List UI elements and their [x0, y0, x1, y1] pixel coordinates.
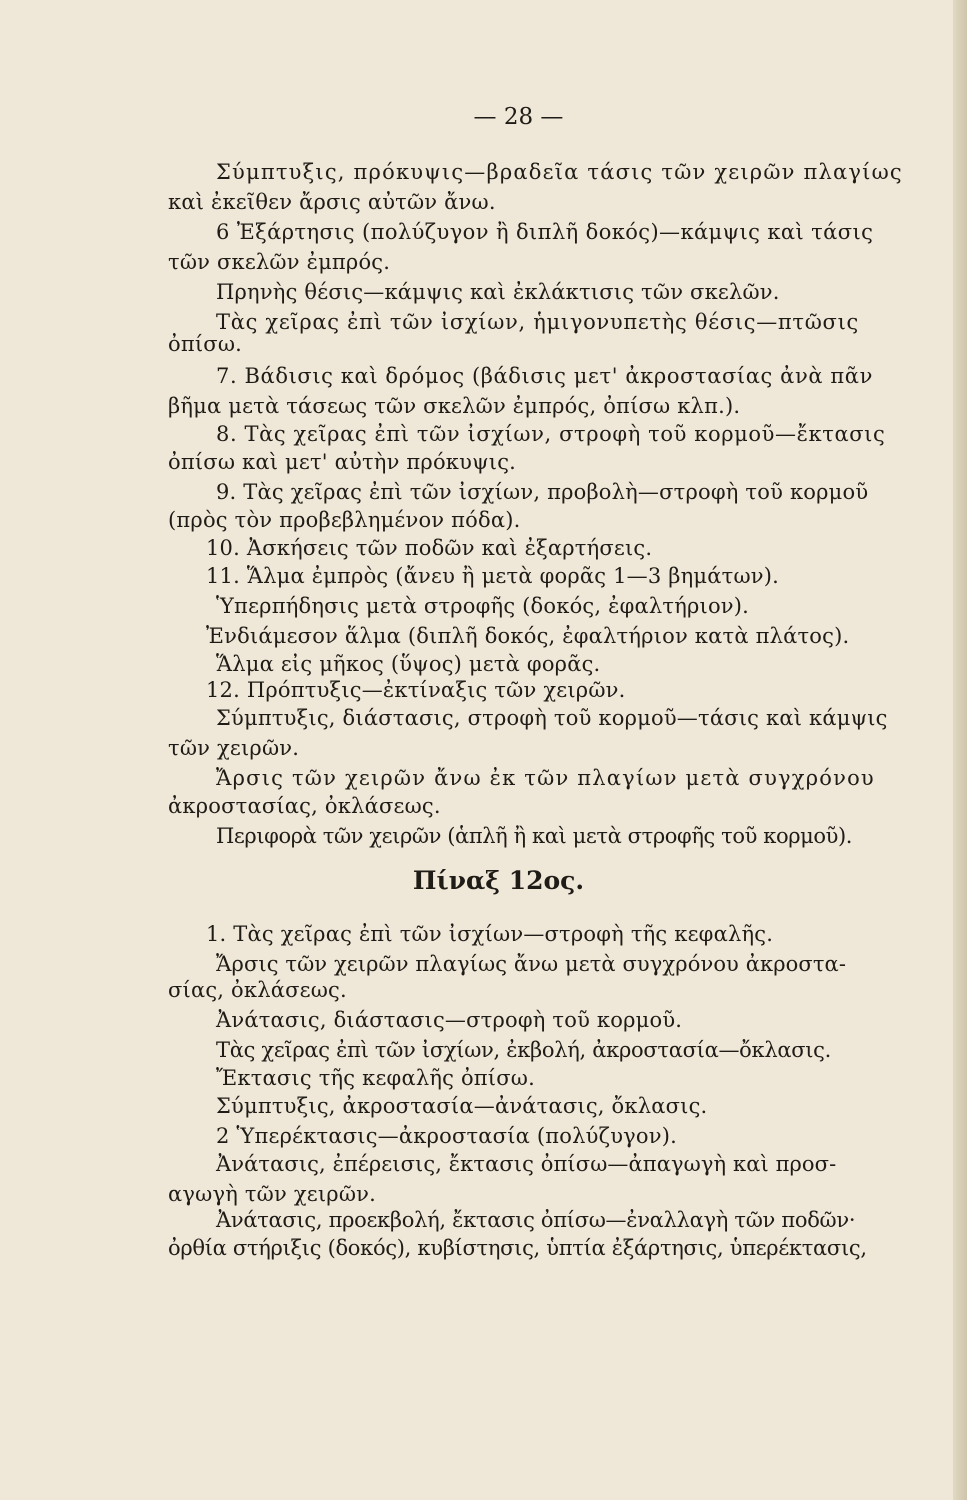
text-line: σίας, ὀκλάσεως. [168, 978, 347, 1002]
text-line: 1. Τὰς χεῖρας ἐπὶ τῶν ἰσχίων—στροφὴ τῆς κεφαλῆς. [206, 922, 774, 946]
text-line: Ἀνάτασις, ἐπέρεισις, ἔκτασις ὀπίσω—ἀπαγωγὴ καὶ προσ- [216, 1152, 837, 1176]
text-line: Ἄρσις τῶν χειρῶν ἄνω ἐκ τῶν πλαγίων μετὰ συγχρόνου [216, 766, 875, 790]
text-line: ὀπίσω. [168, 332, 243, 356]
text-line: τῶν σκελῶν ἐμπρός. [168, 250, 391, 274]
text-line: Σύμπτυξις, πρόκυψις—βραδεῖα τάσις τῶν χειρῶν πλαγίως [216, 160, 903, 184]
text-line: 2 Ὑπερέκτασις—ἀκροστασία (πολύζυγον). [216, 1124, 678, 1148]
text-line: ὀρθία στήριξις (δοκός), κυβίστησις, ὑπτία ἐξάρτησις, ὑπερέκτασις, [168, 1236, 867, 1260]
text-line: τῶν χειρῶν. [168, 736, 300, 760]
text-line: Ἀνάτασις, διάστασις—στροφὴ τοῦ κορμοῦ. [216, 1008, 683, 1032]
text-line: Σύμπτυξις, ἀκροστασία—ἀνάτασις, ὄκλασις. [216, 1094, 708, 1118]
text-line: Περιφορὰ τῶν χειρῶν (ἁπλῆ ἢ καὶ μετὰ στροφῆς τοῦ κορμοῦ). [216, 824, 853, 848]
text-line: ἀκροστασίας, ὀκλάσεως. [168, 794, 441, 818]
text-line: καὶ ἐκεῖθεν ἄρσις αὐτῶν ἄνω. [168, 190, 496, 214]
text-line: Ἐνδιάμεσον ἅλμα (διπλῆ δοκός, ἐφαλτήριον κατὰ πλάτος). [206, 624, 850, 648]
text-line: Ἅλμα εἰς μῆκος (ὕψος) μετὰ φορᾶς. [216, 652, 601, 676]
text-line: βῆμα μετὰ τάσεως τῶν σκελῶν ἐμπρός, ὀπίσω κλπ.). [168, 394, 741, 418]
text-line: (πρὸς τὸν προβεβλημένον πόδα). [168, 508, 521, 532]
page-number: — 28 — [473, 104, 564, 130]
text-line: Ἀνάτασις, προεκβολή, ἔκτασις ὀπίσω—ἐναλλαγὴ τῶν ποδῶν· [216, 1208, 856, 1232]
text-line: 6 Ἐξάρτησις (πολύζυγον ἢ διπλῆ δοκός)—κάμψις καὶ τάσις [216, 220, 874, 244]
text-line: 9. Τὰς χεῖρας ἐπὶ τῶν ἰσχίων, προβολὴ—στροφὴ τοῦ κορμοῦ [216, 480, 869, 504]
text-line: 7. Βάδισις καὶ δρόμος (βάδισις μετ' ἀκροστασίας ἀνὰ πᾶν [216, 364, 873, 388]
text-line: 10. Ἀσκήσεις τῶν ποδῶν καὶ ἐξαρτήσεις. [206, 536, 653, 560]
text-line: Ἄρσις τῶν χειρῶν πλαγίως ἄνω μετὰ συγχρόνου ἀκροστα- [216, 952, 847, 976]
text-line: Ὑπερπήδησις μετὰ στροφῆς (δοκός, ἐφαλτήριον). [216, 594, 750, 618]
text-line: 8. Τὰς χεῖρας ἐπὶ τῶν ἰσχίων, στροφὴ τοῦ κορμοῦ—ἔκτασις [216, 422, 886, 446]
text-line: ὀπίσω καὶ μετ' αὐτὴν πρόκυψις. [168, 450, 517, 474]
text-line: 12. Πρόπτυξις—ἐκτίναξις τῶν χειρῶν. [206, 678, 626, 702]
text-line: 11. Ἅλμα ἐμπρὸς (ἄνευ ἢ μετὰ φορᾶς 1—3 βημάτων). [206, 564, 780, 588]
table-heading: Πίναξ 12ος. [412, 866, 585, 895]
text-line: Σύμπτυξις, διάστασις, στροφὴ τοῦ κορμοῦ—τάσις καὶ κάμψις [216, 706, 888, 730]
text-line: Τὰς χεῖρας ἐπὶ τῶν ἰσχίων, ἡμιγονυπετὴς θέσις—πτῶσις [216, 310, 859, 334]
text-line: Ἔκτασις τῆς κεφαλῆς ὀπίσω. [216, 1066, 535, 1090]
text-line: αγωγὴ τῶν χειρῶν. [168, 1182, 376, 1206]
text-line: Πρηνὴς θέσις—κάμψις καὶ ἐκλάκτισις τῶν σκελῶν. [216, 280, 780, 304]
text-line: Τὰς χεῖρας ἐπὶ τῶν ἰσχίων, ἐκβολή, ἀκροστασία—ὄκλασις. [216, 1038, 832, 1062]
